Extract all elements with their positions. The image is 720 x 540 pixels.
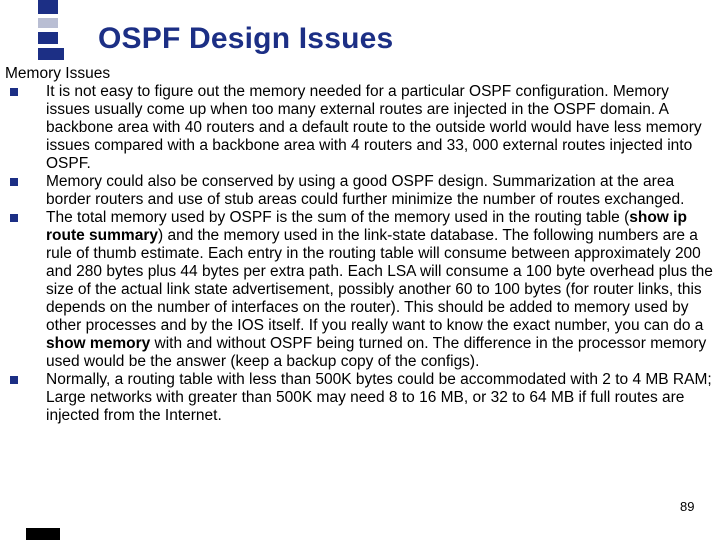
bullet-command-text: show ip route summary bbox=[46, 209, 687, 244]
bullet-item bbox=[5, 173, 717, 209]
bullet-square-icon bbox=[10, 214, 18, 222]
bullet-text: with and without OSPF being turned on. The difference in the processor memory used would be the answer (keep a backup copy of the configs). bbox=[46, 335, 707, 370]
bullet-command-text: show memory bbox=[46, 335, 151, 352]
bullet-list bbox=[5, 83, 717, 425]
bullet-item bbox=[5, 83, 717, 173]
footer-bar bbox=[26, 528, 60, 540]
slide-logo bbox=[0, 0, 72, 62]
bullet-text: Memory could also be conserved by using a good OSPF design. Summarization at the area border routers and use of stub areas could further minimize the number of routes exchanged. bbox=[46, 173, 685, 208]
bullet-item bbox=[5, 371, 717, 425]
bullet-square-icon bbox=[10, 178, 18, 186]
page-number: 89 bbox=[680, 499, 695, 514]
bullet-text: ) and the memory used in the link-state database. The following numbers are a rule of thumb estimate. Each entry in the routing table will consume between approximately 200 and 280 bytes plus 44 bytes per extra path. Each LSA will consume a 100 byte overhead plus the size of the actual link state advertisement, possibly another 60 to 100 bytes (for router links, this depends on the number of interfaces on the router). This should be added to memory used by other processes and by the IOS itself. If you really want to know the exact number, you can do a bbox=[46, 227, 713, 334]
slide-title: OSPF Design Issues bbox=[98, 22, 394, 55]
bullet-text: The total memory used by OSPF is the sum of the memory used in the routing table ( bbox=[46, 209, 630, 226]
bullet-square-icon bbox=[10, 376, 18, 384]
bullet-text: Normally, a routing table with less than 500K bytes could be accommodated with 2 to 4 MB RAM; Large networks with greater than 500K may need 8 to 16 MB, or 32 to 64 MB if full routes are injected from the Internet. bbox=[46, 371, 712, 424]
bullet-square-icon bbox=[10, 88, 18, 96]
bullet-text: It is not easy to figure out the memory needed for a particular OSPF configuration. Memory issues usually come up when too many external routes are injected in the OSPF domain. A backbone area with 40 routers and a default route to the outside world would have less memory issues compared with a backbone area with 4 routers and 33, 000 external routes injected into OSPF. bbox=[46, 83, 702, 172]
section-heading: Memory Issues bbox=[5, 65, 111, 82]
bullet-item bbox=[5, 209, 717, 371]
